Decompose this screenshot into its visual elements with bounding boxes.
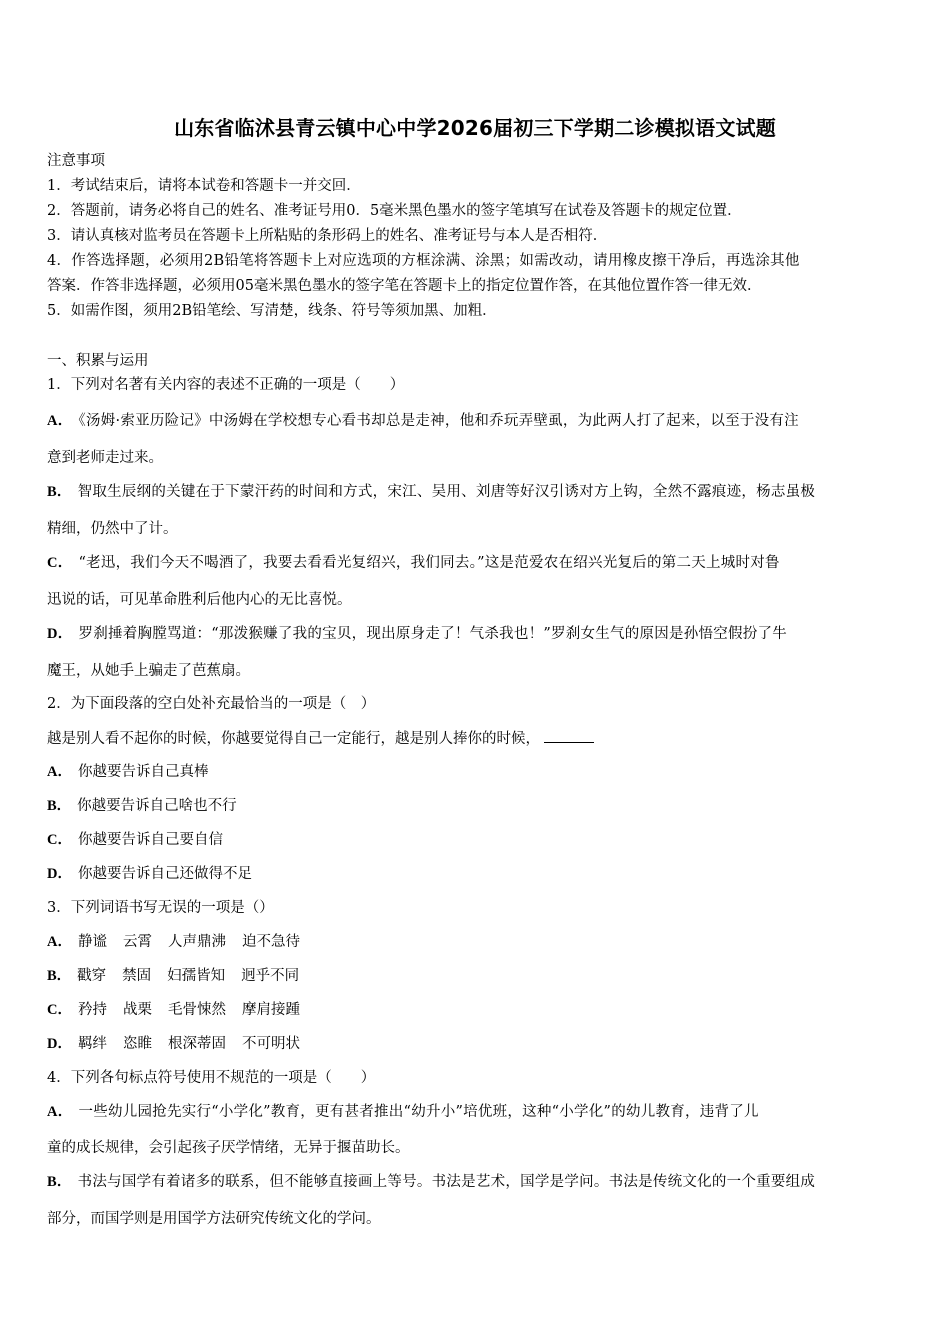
q1-option-d — [47, 624, 905, 644]
option-label: C． — [47, 555, 73, 571]
word: 妇孺皆知 — [167, 968, 226, 984]
option-text: 你越要告诉自己啥也不行 — [77, 798, 237, 814]
notice-item-4: 4．作答选择题，必须用2B铅笔将答题卡上对应选项的方框涂满、涂黑；如需改动，请用橡皮擦干净后，再选涂其他 — [47, 253, 800, 269]
q1-option-c-cont: 迅说的话，可见革命胜利后他内心的无比喜悦。 — [47, 592, 352, 608]
option-label: C． — [47, 832, 72, 848]
word: 矜持 — [77, 1002, 107, 1018]
option-label: D． — [47, 626, 73, 642]
q2-option-c — [47, 830, 223, 850]
option-label: D． — [47, 866, 72, 882]
q1-option-d-cont: 魔王，从她手上骗走了芭蕉扇。 — [47, 663, 250, 679]
q3-option-a — [47, 932, 316, 952]
option-text: 你越要告诉自己要自信 — [77, 832, 223, 848]
section-heading: 一、积累与运用 — [47, 353, 149, 369]
option-text: 书法与国学有着诸多的联系，但不能够直接画上等号。书法是艺术，国学是学问。书法是传统文化的一个重要组成 — [77, 1174, 816, 1190]
q2-passage — [47, 728, 594, 749]
notice-item-4-cont: 答案．作答非选择题，必须用05毫米黑色墨水的签字笔在答题卡上的指定位置作答，在其他位置作答一律无效． — [47, 278, 762, 294]
q1-option-a-cont: 意到老师走过来。 — [47, 450, 163, 466]
option-label: B． — [47, 968, 72, 984]
option-label: A． — [47, 934, 72, 950]
q4-stem: 4．下列各句标点符号使用不规范的一项是（ ） — [47, 1070, 376, 1086]
notice-item-5: 5．如需作图，须用2B铅笔绘、写清楚，线条、符号等须加黑、加粗． — [47, 303, 497, 319]
option-text: “老迅，我们今天不喝酒了，我要去看看光复绍兴，我们同去。”这是范爱农在绍兴光复后的第二天上城时对鲁 — [78, 555, 780, 571]
word: 禁固 — [122, 968, 152, 984]
word: 根深蒂固 — [167, 1036, 226, 1052]
option-text: 智取生辰纲的关键在于下蒙汗药的时间和方式，宋江、吴用、刘唐等好汉引诱对方上钩，全然不露痕迹，杨志虽极 — [77, 484, 816, 500]
option-label: B． — [47, 798, 72, 814]
q3-option-d — [47, 1034, 316, 1054]
word: 戳穿 — [77, 968, 107, 984]
notice-item-1: 1．考试结束后，请将本试卷和答题卡一并交回． — [47, 178, 361, 194]
q2-option-d — [47, 864, 252, 884]
notice-item-2: 2．答题前，请务必将自己的姓名、准考证号用0．5毫米黑色墨水的签字笔填写在试卷及答题卡的规定位置． — [47, 203, 742, 219]
q2-stem: 2．为下面段落的空白处补充最恰当的一项是（ ） — [47, 696, 376, 712]
word: 恣睢 — [122, 1036, 152, 1052]
passage-text: 越是别人看不起你的时候，你越要觉得自己一定能行，越是别人捧你的时候， — [47, 731, 540, 747]
q2-option-a — [47, 762, 208, 782]
option-label: A． — [47, 413, 73, 429]
option-label: B． — [47, 484, 72, 500]
word: 迫不急待 — [241, 934, 300, 950]
q1-option-a — [47, 411, 905, 431]
option-text: 一些幼儿园抢先实行“小学化”教育，更有甚者推出“幼升小”培优班，这种“小学化”的幼儿教育，违背了儿 — [78, 1104, 759, 1120]
option-label: A． — [47, 1104, 73, 1120]
option-text: 罗刹捶着胸膛骂道：“那泼猴赚了我的宝贝，现出原身走了！气杀我也！”罗刹女生气的原因是孙悟空假扮了牛 — [78, 626, 788, 642]
q3-option-c — [47, 1000, 316, 1020]
q4-option-b-cont: 部分，而国学则是用国学方法研究传统文化的学问。 — [47, 1211, 381, 1227]
word: 迥乎不同 — [241, 968, 300, 984]
page-title: 山东省临沭县青云镇中心中学2026届初三下学期二诊模拟语文试题 — [174, 116, 776, 140]
word: 毛骨悚然 — [167, 1002, 226, 1018]
option-label: C． — [47, 1002, 72, 1018]
word: 人声鼎沸 — [167, 934, 226, 950]
option-text: 你越要告诉自己还做得不足 — [77, 866, 252, 882]
notice-heading: 注意事项 — [47, 153, 105, 169]
notice-item-3: 3．请认真核对监考员在答题卡上所粘贴的条形码上的姓名、准考证号与本人是否相符． — [47, 228, 608, 244]
option-label: D． — [47, 1036, 72, 1052]
q4-option-a-cont: 童的成长规律，会引起孩子厌学情绪，无异于揠苗助长。 — [47, 1140, 410, 1156]
answer-blank — [544, 728, 594, 743]
q1-stem: 1．下列对名著有关内容的表述不正确的一项是（ ） — [47, 377, 405, 393]
q4-option-a — [47, 1102, 905, 1122]
q1-option-c — [47, 553, 905, 573]
word: 不可明状 — [241, 1036, 300, 1052]
option-text: 你越要告诉自己真棒 — [77, 764, 209, 780]
word: 摩肩接踵 — [241, 1002, 300, 1018]
option-text: 《汤姆·索亚历险记》中汤姆在学校想专心看书却总是走神，他和乔玩弄壁虱，为此两人打了起来，以至于没有注 — [78, 413, 799, 429]
word: 云霄 — [122, 934, 152, 950]
word: 羁绊 — [77, 1036, 107, 1052]
q1-option-b-cont: 精细，仍然中了计。 — [47, 521, 178, 537]
option-label: B． — [47, 1174, 72, 1190]
q4-option-b — [47, 1172, 905, 1192]
q1-option-b — [47, 482, 905, 502]
q3-option-b — [47, 966, 315, 986]
q3-stem: 3．下列词语书写无误的一项是（） — [47, 900, 274, 916]
q2-option-b — [47, 796, 237, 816]
option-label: A． — [47, 764, 72, 780]
word: 战栗 — [122, 1002, 152, 1018]
word: 静谧 — [77, 934, 107, 950]
